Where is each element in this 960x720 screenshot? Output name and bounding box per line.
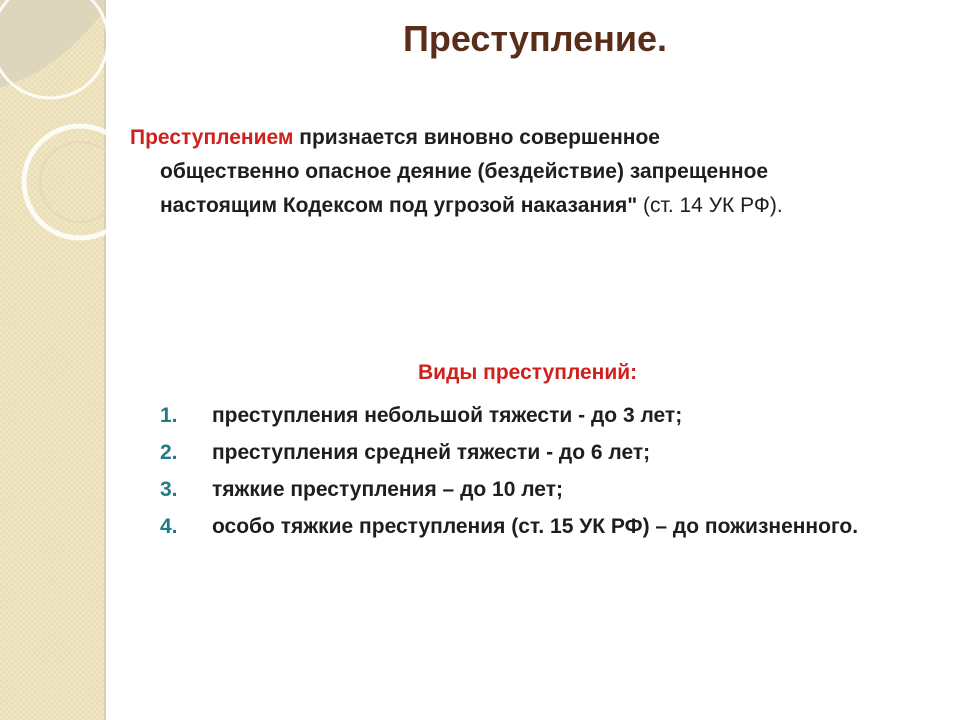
list-item <box>160 439 880 467</box>
slide-title: Преступление. <box>402 18 668 59</box>
list-item-number: 2. <box>160 441 178 464</box>
crime-types-heading: Виды преступлений: <box>418 361 638 384</box>
list-item-text: преступления средней тяжести - до 6 лет; <box>212 441 651 464</box>
list-item-number: 1. <box>160 404 178 427</box>
list-item-text: тяжкие преступления – до 10 лет; <box>212 478 563 501</box>
crime-types-list <box>160 402 880 550</box>
definition-line-3 <box>130 189 950 223</box>
crime-definition <box>130 121 950 223</box>
list-item-text: особо тяжкие преступления (ст. 15 УК РФ) – до пожизненного. <box>212 515 859 538</box>
list-item <box>160 476 880 504</box>
definition-line-1 <box>130 121 950 155</box>
list-item-number: 4. <box>160 515 178 538</box>
list-item <box>160 513 880 541</box>
definition-line-1-text: признается виновно совершенное <box>293 126 660 149</box>
definition-line-2: общественно опасное деяние (бездействие) запрещенное <box>160 160 769 183</box>
list-item-number: 3. <box>160 478 178 501</box>
list-item-text: преступления небольшой тяжести - до 3 лет; <box>212 404 683 427</box>
list-item <box>160 402 880 430</box>
definition-citation: (ст. 14 УК РФ). <box>637 194 783 217</box>
definition-line-3-text: настоящим Кодексом под угрозой наказания" <box>160 194 638 217</box>
definition-term: Преступлением <box>130 126 294 149</box>
